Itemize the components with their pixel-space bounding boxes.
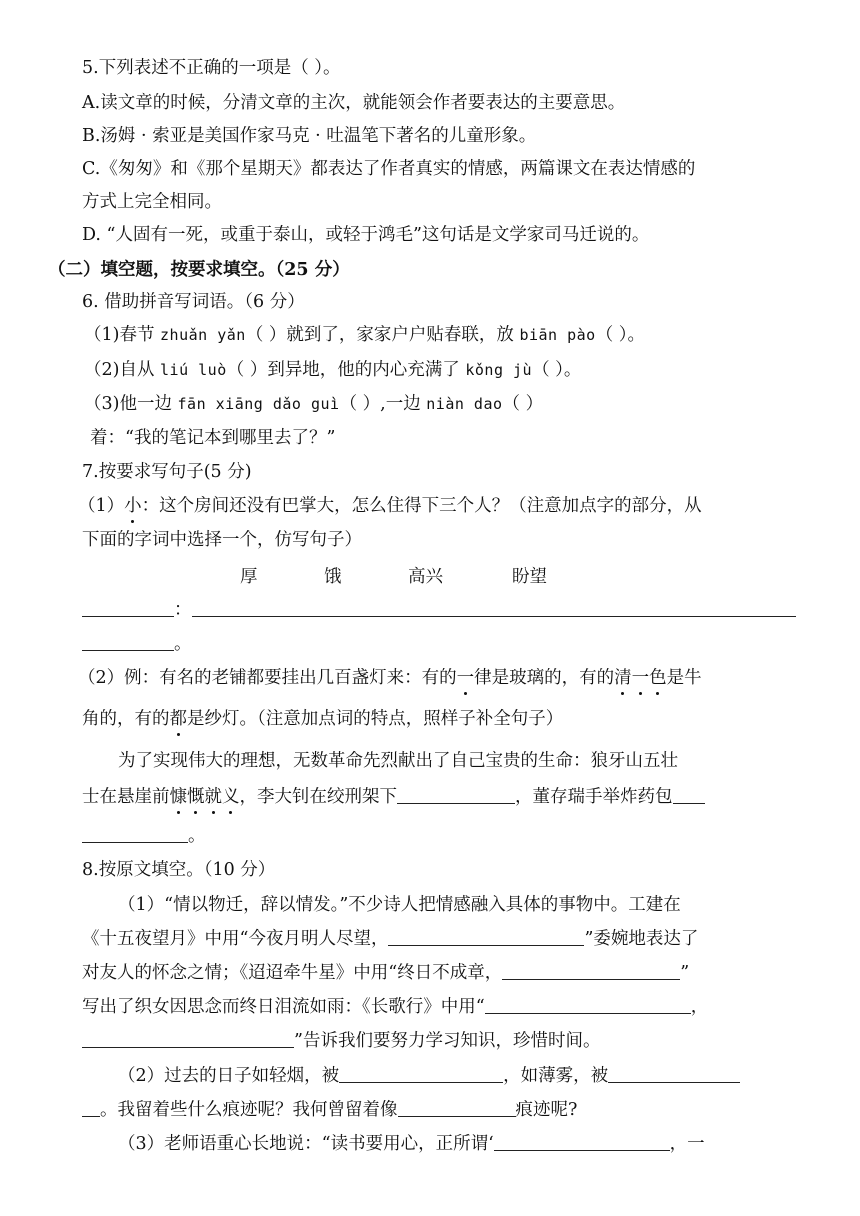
q6-line-3 <box>84 392 543 416</box>
dotted-char: 慷 <box>169 787 187 807</box>
q8-text: ”告诉我们要努力学习知识，珍惜时间。 <box>294 1031 601 1051</box>
q7-answer-line-3 <box>82 824 206 848</box>
pinyin-zhuanyan: zhuǎn yǎn <box>160 326 246 344</box>
q7-sub2-text: （2）例：有名的老铺都要挂出几百盏灯来：有的 <box>78 668 457 688</box>
q7-sub1 <box>78 494 702 518</box>
q5-option-a: A.读文章的时候，分清文章的主次，就能领会作者要表达的主要意思。 <box>82 93 626 113</box>
answer-blank[interactable] <box>82 634 174 651</box>
q6-line-2-text: （ ）到异地，他的内心充满了 <box>226 360 466 380</box>
q6-line-2-text: （2)自从 <box>84 360 161 380</box>
q8-text: 痕迹呢? <box>515 1100 578 1120</box>
word-option: 高兴 <box>408 567 443 587</box>
word-option: 厚 <box>240 567 258 587</box>
q5-option-b: B.汤姆 · 索亚是美国作家马克 · 吐温笔下著名的儿童形象。 <box>82 126 537 146</box>
dotted-char: 都 <box>169 709 187 729</box>
q6-line-2 <box>84 358 581 382</box>
q8-title: 8.按原文填空。（10 分） <box>82 860 276 880</box>
q6-line-1-text: （1)春节 <box>84 325 161 345</box>
dotted-char: 清 <box>614 668 632 688</box>
answer-blank[interactable] <box>485 997 691 1014</box>
answer-blank[interactable] <box>502 963 680 980</box>
answer-blank[interactable] <box>82 1100 100 1117</box>
q8-part1-line4 <box>82 995 708 1019</box>
answer-blank[interactable] <box>82 1031 294 1048</box>
q7-sub2-text: 士在悬崖前 <box>82 787 170 807</box>
q7-sub2-text: ，董存瑞手举炸药包 <box>515 787 673 807</box>
answer-blank[interactable] <box>339 1066 503 1083</box>
word-option: 盼望 <box>512 567 547 587</box>
pinyin-kongju: kǒng jù <box>465 361 533 379</box>
answer-blank[interactable] <box>192 600 796 617</box>
q8-part1-line5 <box>82 1029 600 1053</box>
q6-title: 6. 借助拼音写词语。（6 分） <box>82 292 305 312</box>
q7-sub2-text: ，李大钊在绞刑架下 <box>239 787 397 807</box>
period: 。 <box>174 634 192 654</box>
q6-line-3-text: （ ）,一边 <box>339 394 427 414</box>
q6-line-2-text: （ ）。 <box>532 360 582 380</box>
dotted-char: 就 <box>204 787 222 807</box>
q6-line-4: 着：“我的笔记本到哪里去了？” <box>90 428 336 448</box>
q7-sub2-cont <box>82 707 563 731</box>
dotted-char: 一 <box>456 668 475 688</box>
q8-text: ， <box>690 997 709 1017</box>
dotted-char: 慨 <box>187 787 205 807</box>
answer-blank[interactable] <box>397 787 515 804</box>
q8-text: （2）过去的日子如轻烟，被 <box>118 1066 340 1086</box>
q7-sub2-text: 角的，有的 <box>82 709 170 729</box>
q6-line-3-text: （ ） <box>502 394 544 414</box>
pinyin-fanxiangdaogui: fān xiāng dǎo guì <box>177 395 340 413</box>
q7-sub1-text: ：这个房间还没有巴掌大，怎么住得下三个人？（注意加点字的部分，从 <box>141 496 702 516</box>
word-option: 饿 <box>324 567 342 587</box>
q7-sub2-text: 律是玻璃的，有的 <box>474 668 615 688</box>
period: 。 <box>188 826 206 846</box>
q7-sub1-cont: 下面的字词中选择一个，仿写句子） <box>82 530 362 550</box>
pinyin-niandao: niàn dao <box>426 395 503 413</box>
q6-line-1-text: （ ）。 <box>595 325 646 345</box>
q6-line-1 <box>84 323 645 347</box>
q7-sub1-text: （1） <box>78 496 125 516</box>
q7-sub2 <box>78 666 702 690</box>
q8-part3-line1 <box>118 1132 705 1156</box>
q7-answer-line-2 <box>82 632 192 656</box>
q8-text: ，如薄雾，被 <box>503 1066 609 1086</box>
answer-blank[interactable] <box>673 787 705 804</box>
q8-text: （3）老师语重心长地说：“读书要用心，正所谓‘ <box>118 1134 494 1154</box>
answer-blank[interactable] <box>494 1134 670 1151</box>
q8-text: ，一 <box>669 1134 705 1154</box>
colon: ： <box>174 600 192 620</box>
q8-part1-line2 <box>82 927 698 951</box>
answer-blank[interactable] <box>398 1100 516 1117</box>
q7-answer-line-1 <box>82 598 796 622</box>
q8-text: 对友人的怀念之情；《迢迢牵牛星》中用“终日不成章， <box>82 963 503 983</box>
pinyin-bianpao: biān pào <box>519 326 596 344</box>
q8-text: 写出了织女因思念而终日泪流如雨：《长歌行》中用“ <box>82 997 485 1017</box>
q8-part1-line3 <box>82 961 689 985</box>
q7-sub2-text: 是牛 <box>666 668 702 688</box>
q7-title: 7.按要求写句子(5 分) <box>82 462 252 482</box>
dotted-char: 小 <box>124 496 142 516</box>
answer-blank[interactable] <box>608 1066 740 1083</box>
q5-option-c-cont: 方式上完全相同。 <box>82 192 222 212</box>
dotted-char: 义 <box>222 787 240 807</box>
section-heading: （二）填空题，按要求填空。（25 分） <box>48 260 350 280</box>
answer-blank[interactable] <box>82 826 188 843</box>
q8-part1-line1: （1）“情以物迁，辞以情发。”不少诗人把情感融入具体的事物中。工建在 <box>118 895 681 915</box>
q7-sub2-example-cont <box>82 785 705 809</box>
q5-option-c: C.《匆匆》和《那个星期天》都表达了作者真实的情感，两篇课文在表达情感的 <box>82 159 696 179</box>
q7-sub2-example: 为了实现伟大的理想，无数革命先烈献出了自己宝贵的生命：狼牙山五壮 <box>118 751 678 771</box>
q5-option-d: D. “人固有一死，或重于泰山，或轻于鸿毛”这句话是文学家司马迁说的。 <box>82 225 650 245</box>
q7-sub2-text: 是纱灯。（注意加点词的特点，照样子补全句子） <box>187 709 564 729</box>
dotted-char: 一 <box>631 668 650 688</box>
q8-text: ” <box>680 963 690 983</box>
q8-text: 《十五夜望月》中用“今夜月明人尽望， <box>82 929 389 949</box>
q8-text: 。我留着些什么痕迹呢？我何曾留着像 <box>100 1100 398 1120</box>
pinyin-liuluo: liú luò <box>160 361 227 379</box>
dotted-char: 色 <box>649 668 667 688</box>
q6-line-1-text: （ ）就到了，家家户户贴春联，放 <box>245 325 520 345</box>
q8-text: ”委婉地表达了 <box>584 929 699 949</box>
answer-blank[interactable] <box>388 929 584 946</box>
q6-line-3-text: （3)他一边 <box>84 394 178 414</box>
q5-stem: 5.下列表述不正确的一项是（ ）。 <box>82 58 341 78</box>
q8-part2-line1 <box>118 1064 740 1088</box>
q8-part2-line2 <box>82 1098 577 1122</box>
answer-blank[interactable] <box>82 600 174 617</box>
